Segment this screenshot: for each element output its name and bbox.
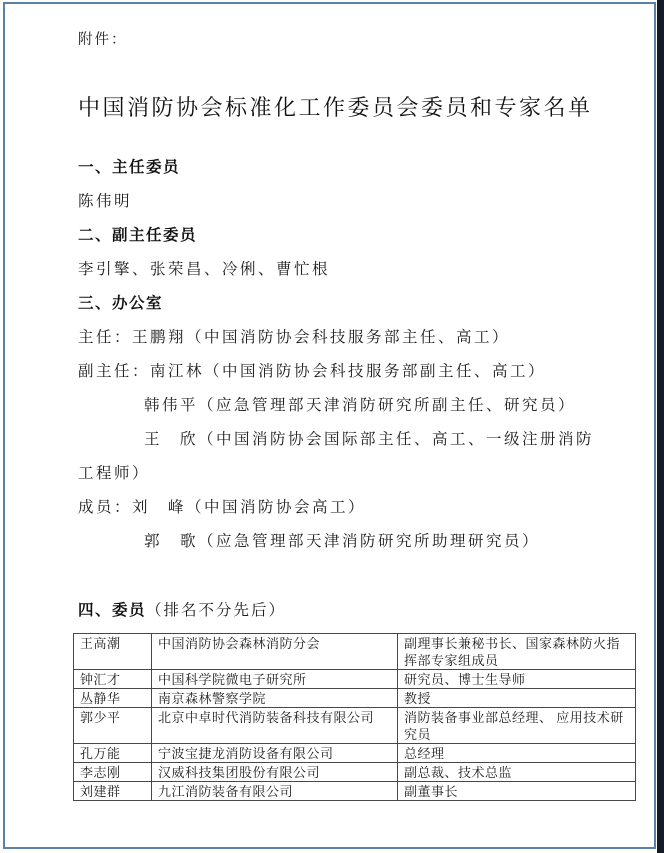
member-org-cell: 中国科学院微电子研究所	[152, 670, 398, 689]
member-name-cell: 王高潮	[74, 634, 152, 670]
office-line-deputy-1: 副主任：南江林（中国消防协会科技服务部副主任、高工）	[78, 363, 547, 380]
member-title-cell: 副董事长	[398, 782, 636, 801]
section-heading-members	[78, 594, 594, 628]
member-org-cell: 中国消防协会森林消防分会	[152, 634, 398, 670]
table-row	[74, 782, 636, 801]
member-name-cell: 刘建群	[74, 782, 152, 801]
office-line-director: 主任：王鹏翔（中国消防协会科技服务部主任、高工）	[78, 329, 511, 346]
section-heading-office: 三、办公室	[78, 295, 164, 312]
member-title-cell: 教授	[398, 689, 636, 708]
members-heading-text: 四、委员	[78, 602, 147, 619]
member-title-cell: 研究员、博士生导师	[398, 670, 636, 689]
vice-chairmen-names: 李引擎、张荣昌、冷俐、曹忙根	[78, 261, 331, 278]
table-row	[74, 689, 636, 708]
member-org-cell: 南京森林警察学院	[152, 689, 398, 708]
table-row	[74, 708, 636, 744]
member-title-cell: 副理事长兼秘书长、国家森林防火指挥部专家组成员	[398, 634, 636, 670]
member-title-cell: 总经理	[398, 744, 636, 763]
member-org-cell: 宁波宝捷龙消防设备有限公司	[152, 744, 398, 763]
office-line-member-2: 郭 歌（应急管理部天津消防研究所助理研究员）	[144, 533, 541, 550]
table-row	[74, 763, 636, 782]
office-line-deputy-3: 王 欣（中国消防协会国际部主任、高工、一级注册消防工程师）	[78, 431, 595, 482]
member-org-cell: 汉威科技集团股份有限公司	[152, 763, 398, 782]
member-name-cell: 钟汇才	[74, 670, 152, 689]
member-org-cell: 北京中卓时代消防装备科技有限公司	[152, 708, 398, 744]
member-name-cell: 丛静华	[74, 689, 152, 708]
table-row	[74, 744, 636, 763]
chairman-name: 陈伟明	[78, 193, 133, 210]
member-org-cell: 九江消防装备有限公司	[152, 782, 398, 801]
office-line-member-1: 成员：刘 峰（中国消防协会高工）	[78, 499, 367, 516]
committee-table	[73, 633, 636, 801]
office-line-deputy-2: 韩伟平（应急管理部天津消防研究所副主任、研究员）	[144, 397, 577, 414]
section-heading-vice-chairmen: 二、副主任委员	[78, 227, 198, 244]
table-row	[74, 670, 636, 689]
member-name-cell: 李志刚	[74, 763, 152, 782]
member-title-cell: 消防装备事业部总经理、 应用技术研究员	[398, 708, 636, 744]
table-row	[74, 634, 636, 670]
members-heading-note: （排名不分先后）	[146, 602, 287, 619]
member-title-cell: 副总裁、技术总监	[398, 763, 636, 782]
section-heading-chairman: 一、主任委员	[78, 159, 181, 176]
document-title: 中国消防协会标准化工作委员会委员和专家名单	[78, 95, 593, 120]
member-name-cell: 郭少平	[74, 708, 152, 744]
attachment-label: 附件：	[78, 32, 128, 48]
member-name-cell: 孔万能	[74, 744, 152, 763]
